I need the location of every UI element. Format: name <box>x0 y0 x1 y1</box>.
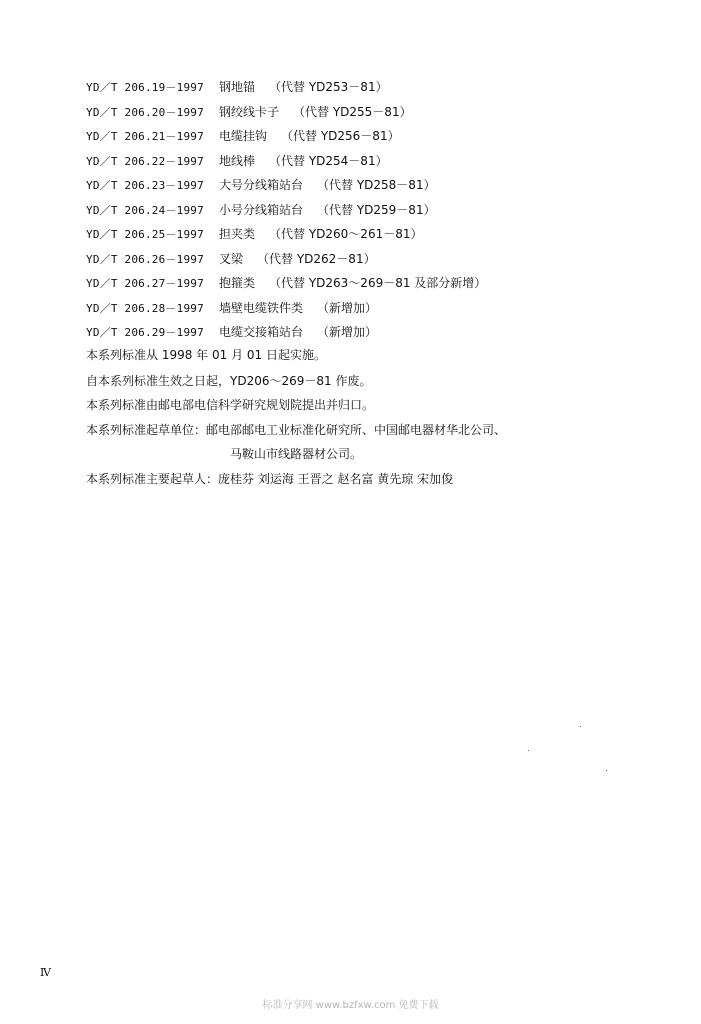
standard-title: 大号分线箱站台 <box>219 178 304 192</box>
standard-code: YD／T 206.23－1997 <box>86 179 204 192</box>
standard-row <box>86 296 486 321</box>
standard-code: YD／T 206.28－1997 <box>86 301 204 315</box>
standard-replaces: （新增加） <box>317 325 378 339</box>
drafting-units-continued: 马鞍山市线路器材公司。 <box>230 447 363 461</box>
standard-code: YD／T 206.25－1997 <box>86 228 204 241</box>
standard-replaces: （代替 YD260～261－81） <box>269 227 423 241</box>
standard-code: YD／T 206.24－1997 <box>86 203 204 217</box>
standard-title: 小号分线箱站台 <box>219 202 304 217</box>
standard-title: 担夹类 <box>219 227 256 241</box>
scan-speck <box>528 750 529 751</box>
standard-row <box>86 247 486 272</box>
scan-speck <box>580 726 581 727</box>
standard-code: YD／T 206.22－1997 <box>86 154 204 168</box>
standard-replaces: （代替 YD254－81） <box>269 153 388 168</box>
standard-replaces: （新增加） <box>317 300 378 315</box>
standard-replaces: （代替 YD253－81） <box>269 80 388 94</box>
standard-replaces: （代替 YD256－81） <box>281 129 400 143</box>
standard-row <box>86 271 486 296</box>
standard-replaces: （代替 YD262－81） <box>257 251 376 266</box>
effective-date-note: 本系列标准从 1998 年 01 月 01 日起实施。 <box>86 348 326 362</box>
drafters-note: 本系列标准主要起草人：庞桂芬 刘运海 王晋之 赵名富 黄先琼 宋加俊 <box>86 472 454 486</box>
watermark: 标准分享网 www.bzfxw.com 免费下载 <box>262 1000 439 1011</box>
standard-row <box>86 222 486 247</box>
standard-code: YD／T 206.20－1997 <box>86 105 204 119</box>
standard-row <box>86 198 486 223</box>
standard-replaces: （代替 YD258－81） <box>317 178 436 192</box>
standard-code: YD／T 206.29－1997 <box>86 326 204 339</box>
proposer-note: 本系列标准由邮电部电信科学研究规划院提出并归口。 <box>86 398 375 412</box>
standard-title: 墙壁电缆铁件类 <box>219 300 304 315</box>
standard-row <box>86 124 486 149</box>
standard-row <box>86 320 486 345</box>
page-number: Ⅳ <box>40 966 51 979</box>
standard-code: YD／T 206.19－1997 <box>86 81 204 94</box>
standard-row <box>86 173 486 198</box>
standard-title: 叉梁 <box>219 251 244 266</box>
standard-title: 钢地锚 <box>219 80 256 94</box>
standards-list <box>86 75 486 345</box>
standard-title: 地线棒 <box>219 153 256 168</box>
standard-title: 抱箍类 <box>219 276 256 290</box>
standard-title: 电缆挂钩 <box>219 129 268 143</box>
standard-code: YD／T 206.21－1997 <box>86 130 204 143</box>
standard-code: YD／T 206.26－1997 <box>86 252 204 266</box>
standard-row <box>86 149 486 174</box>
standard-replaces: （代替 YD263～269－81 及部分新增） <box>269 276 487 290</box>
standard-replaces: （代替 YD259－81） <box>317 202 436 217</box>
scan-speck <box>606 770 607 771</box>
supersede-note: 自本系列标准生效之日起，YD206～269－81 作废。 <box>86 374 372 388</box>
standard-title: 电缆交接箱站台 <box>219 325 304 339</box>
standard-replaces: （代替 YD255－81） <box>293 104 412 119</box>
standard-row <box>86 100 486 125</box>
drafting-units-note: 本系列标准起草单位：邮电部邮电工业标准化研究所、中国邮电器材华北公司、 <box>86 423 507 437</box>
standard-title: 钢绞线卡子 <box>219 104 280 119</box>
standard-code: YD／T 206.27－1997 <box>86 277 204 290</box>
standard-row <box>86 75 486 100</box>
